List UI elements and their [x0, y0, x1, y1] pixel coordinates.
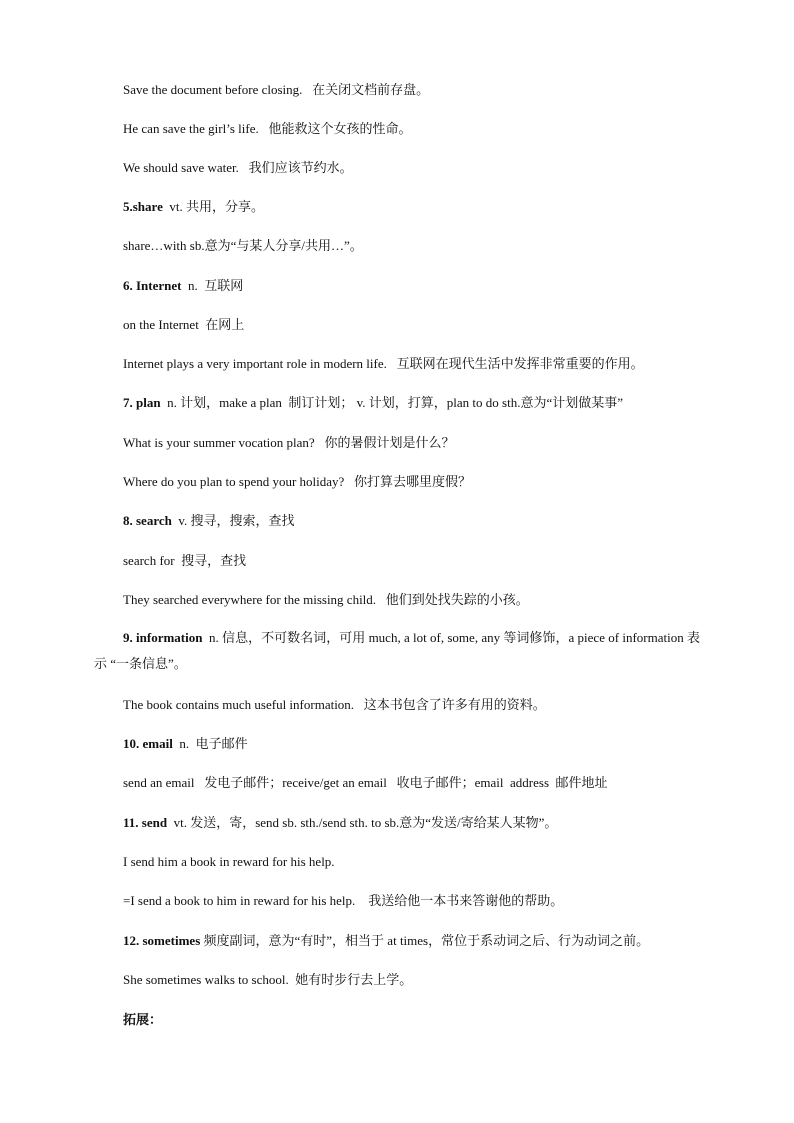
example-sentence: Internet plays a very important role in modern life. 互联网在现代生活中发挥非常重要的作用。: [123, 356, 644, 371]
vocab-entry-send: 11. send vt. 发送，寄，send sb. sth./send sth. to sb.意为“发送/寄给某人某物”。: [123, 815, 558, 830]
vocab-headword: 8. search: [123, 513, 172, 528]
phrase-line: on the Internet 在网上: [123, 317, 245, 332]
vocab-entry-search: 8. search v. 搜寻，搜索，查找: [123, 513, 295, 528]
vocab-headword: 10. email: [123, 736, 173, 751]
usage-note: share…with sb.意为“与某人分享/共用…”。: [123, 238, 363, 253]
vocab-headword: 6. Internet: [123, 278, 182, 293]
example-sentence: Where do you plan to spend your holiday? 你打算去哪里度假？: [123, 474, 472, 489]
example-sentence: I send him a book in reward for his help.: [123, 854, 335, 869]
section-heading-extension: 拓展：: [123, 1012, 163, 1027]
example-sentence: He can save the girl’s life. 他能救这个女孩的性命。: [123, 121, 412, 136]
vocab-headword: 11. send: [123, 815, 168, 830]
vocab-headword: 7. plan: [123, 395, 161, 410]
vocab-headword: 5.share: [123, 199, 163, 214]
example-sentence: They searched everywhere for the missing child. 他们到处找失踪的小孩。: [123, 592, 529, 607]
phrase-line: search for 搜寻，查找: [123, 553, 247, 568]
example-sentence: The book contains much useful information. 这本书包含了许多有用的资料。: [123, 697, 546, 712]
vocab-entry-internet: 6. Internet n. 互联网: [123, 278, 244, 293]
vocab-entry-plan: 7. plan n. 计划，make a plan 制订计划； v. 计划，打算，plan to do sth.意为“计划做某事”: [123, 395, 623, 410]
phrase-line: send an email 发电子邮件；receive/get an email 收电子邮件；email address 邮件地址: [123, 775, 608, 790]
vocab-entry-information: 9. information n. 信息，不可数名词，可用 much, a lot of, some, any 等词修饰，a piece of information 表示 “一条信息”。: [94, 630, 700, 671]
vocab-entry-share: 5.share vt. 共用，分享。: [123, 199, 264, 214]
vocab-headword: 9. information: [123, 630, 203, 645]
example-sentence: What is your summer vocation plan? 你的暑假计划是什么？: [123, 435, 455, 450]
vocab-entry-sometimes: 12. sometimes 频度副词，意为“有时”，相当于 at times，常位于系动词之后、行为动词之前。: [123, 933, 650, 948]
example-sentence: =I send a book to him in reward for his help. 我送给他一本书来答谢他的帮助。: [123, 893, 564, 908]
example-sentence: Save the document before closing. 在关闭文档前存盘。: [123, 82, 430, 97]
vocab-headword: 12. sometimes: [123, 933, 201, 948]
vocab-entry-email: 10. email n. 电子邮件: [123, 736, 248, 751]
example-sentence: She sometimes walks to school. 她有时步行去上学。: [123, 972, 413, 987]
example-sentence: We should save water. 我们应该节约水。: [123, 160, 353, 175]
